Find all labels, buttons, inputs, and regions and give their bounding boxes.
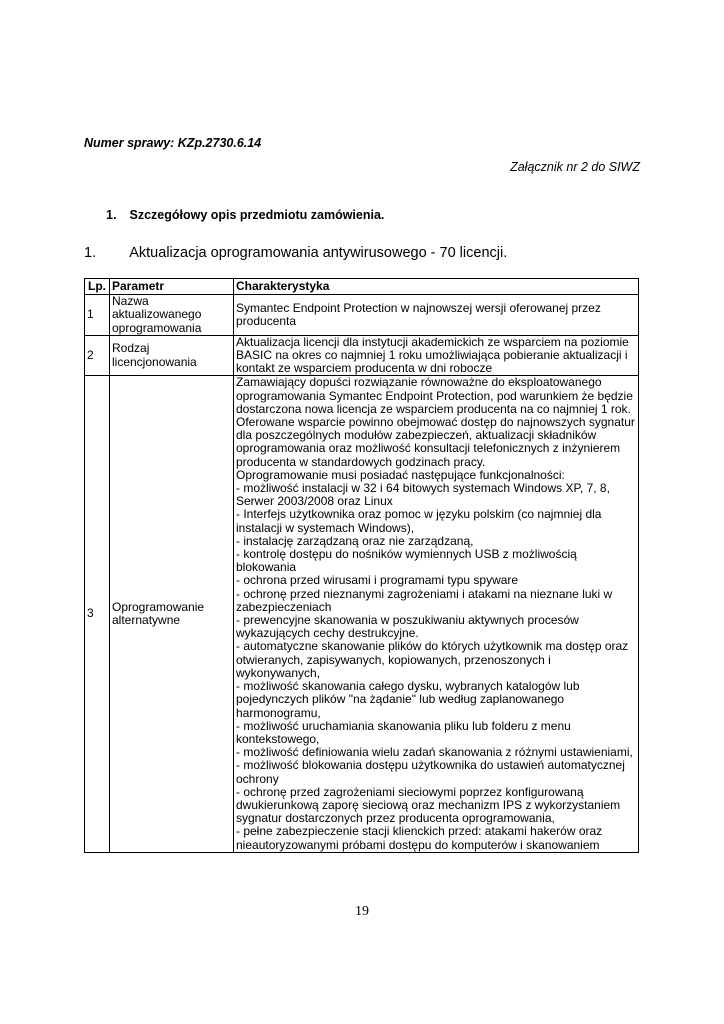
table-header-row <box>85 279 639 295</box>
table-row <box>85 335 639 376</box>
case-number: Numer sprawy: KZp.2730.6.14 <box>84 136 262 150</box>
row-parameter: Rodzaj licencjonowania <box>110 335 234 376</box>
subsection-number: 1. <box>84 245 97 261</box>
attachment-label: Załącznik nr 2 do SIWZ <box>510 160 640 174</box>
page-number: 19 <box>355 904 369 919</box>
row-characteristics: Symantec Endpoint Protection w najnowszej wersji oferowanej przez producenta <box>234 295 639 336</box>
column-header-lp: Lp. <box>85 279 110 295</box>
table-row <box>85 376 639 852</box>
section-number: 1. <box>106 208 117 222</box>
row-parameter: Nazwa aktualizowanego oprogramowania <box>110 295 234 336</box>
section-heading <box>106 208 384 222</box>
column-header-parameter: Parametr <box>110 279 234 295</box>
specification-table <box>84 278 639 853</box>
row-lp: 1 <box>85 295 110 336</box>
row-characteristics: Zamawiający dopuści rozwiązanie równoważne do eksploatowanego oprogramowania Symantec Endpoint Protection, pod warunkiem że będzie dostarczona nowa licencja ze wsparciem producenta na co najmniej 1 rok. Oferowane wsparcie powinno obejmować dostęp do najnowszych sygnatur dla poszczególnych modułów zabezpieczeń, aktualizacji składników oprogramowania oraz możliwość konsultacji telefonicznych z inżynierem producenta w standardowych godzinach pracy. Oprogramowanie musi posiadać następujące funkcjonalności: - możliwość instalacji w 32 i 64 bitowych systemach Windows XP, 7, 8, Serwer 2003/2008 oraz Linux - Interfejs użytkownika oraz pomoc w języku polskim (co najmniej dla instalacji w systemach Windows), - instalację zarządzaną oraz nie zarządzaną, - kontrolę dostępu do nośników wymiennych USB z możliwością blokowania - ochrona przed wirusami i programami typu spyware - ochronę przed nieznanymi zagrożeniami i atakami na nieznane luki w zabezpieczeniach - prewencyjne skanowania w poszukiwaniu aktywnych procesów wykazujących cechy destrukcyjne. - automatyczne skanowanie plików do których użytkownik ma dostęp oraz otwieranych, zapisywanych, kopiowanych, przenoszonych i wykonywanych, - możliwość skanowania całego dysku, wybranych katalogów lub pojedynczych plików "na żądanie" lub według zaplanowanego harmonogramu, - możliwość uruchamiania skanowania pliku lub folderu z menu kontekstowego, - możliwość definiowania wielu zadań skanowania z różnymi ustawieniami, - możliwość blokowania dostępu użytkownika do ustawień automatycznej ochrony - ochronę przed zagrożeniami sieciowymi poprzez konfigurowaną dwukierunkową zaporę sieciową oraz mechanizm IPS z wykorzystaniem sygnatur dostarczonych przez producenta oprogramowania, - pełne zabezpieczenie stacji klienckich przed: atakami hakerów oraz nieautoryzowanymi próbami dostępu do komputerów i skanowaniem <box>234 376 639 852</box>
row-lp: 3 <box>85 376 110 852</box>
column-header-characteristics: Charakterystyka <box>234 279 639 295</box>
row-parameter: Oprogramowanie alternatywne <box>110 376 234 852</box>
row-characteristics: Aktualizacja licencji dla instytucji akademickich ze wsparciem na poziomie BASIC na okres co najmniej 1 roku umożliwiająca pobieranie aktualizacji i kontakt ze wsparciem producenta w dni robocze <box>234 335 639 376</box>
subsection-title: Aktualizacja oprogramowania antywirusowego - 70 licencji. <box>129 245 508 261</box>
subsection-heading <box>84 245 507 261</box>
table-row <box>85 295 639 336</box>
section-title: Szczegółowy opis przedmiotu zamówienia. <box>129 208 385 222</box>
row-lp: 2 <box>85 335 110 376</box>
